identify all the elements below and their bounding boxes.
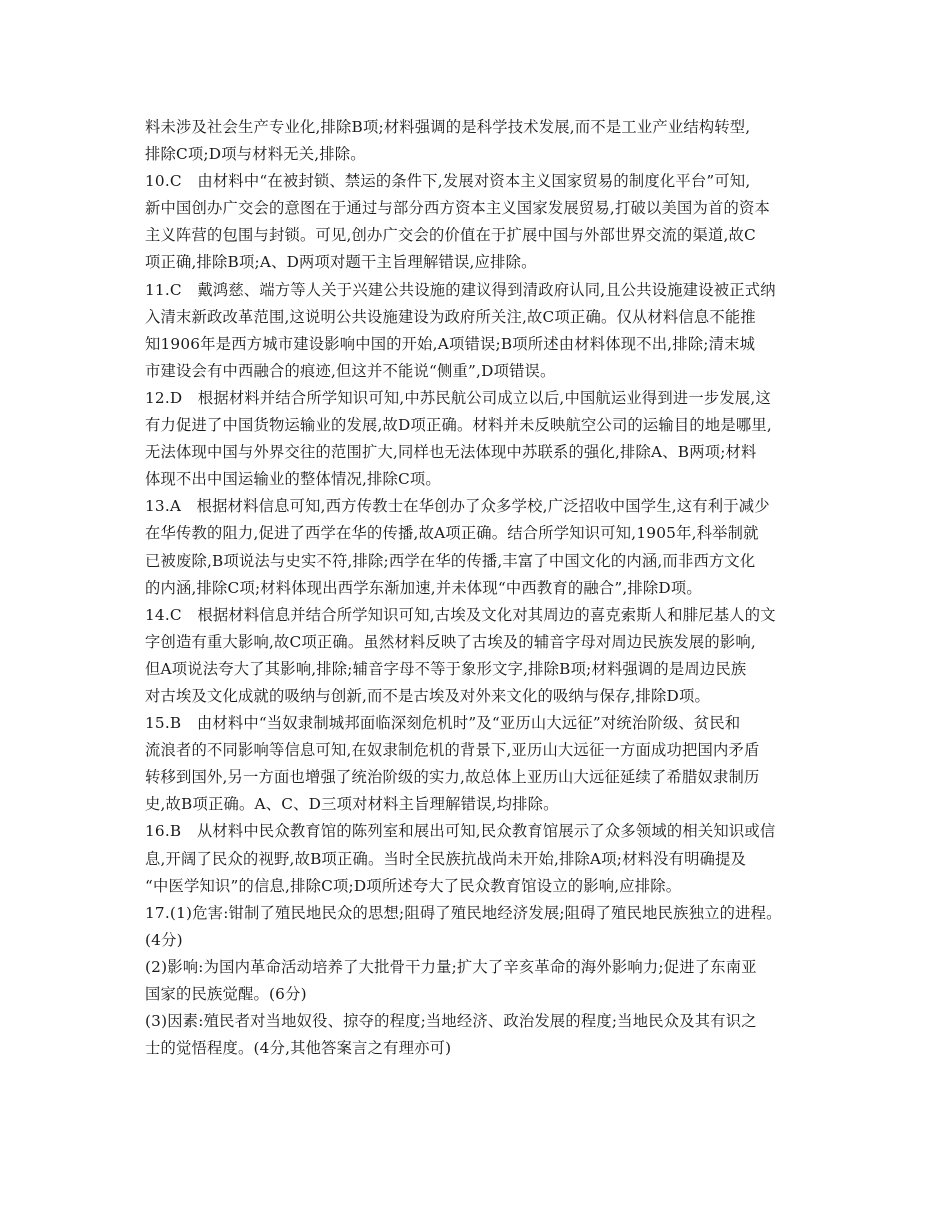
text-line: (4分)	[145, 930, 183, 949]
text-line: 息,开阔了民众的视野,故B项正确。当时全民族抗战尚未开始,排除A项;材料没有明确提及	[145, 849, 747, 868]
answer-16: 16.B 从材料中民众教育馆的陈列室和展出可知,民众教育馆展示了众多领域的相关知识或信	[145, 822, 776, 841]
text-line: 但A项说法夸大了其影响,排除;辅音字母不等于象形文字,排除B项;材料强调的是周边民族	[145, 659, 747, 678]
text-line: “中医学知识”的信息,排除C项;D项所述夸大了民众教育馆设立的影响,应排除。	[145, 876, 682, 895]
text-line: 史,故B项正确。A、C、D三项对材料主旨理解错误,均排除。	[145, 795, 559, 814]
text-line: 国家的民族觉醒。(6分)	[145, 985, 307, 1003]
answer-15: 15.B 由材料中“当奴隶制城邦面临深刻危机时”及“亚历山大远征”对统治阶级、贫民和	[145, 714, 741, 733]
text-line: 知1906年是西方城市建设影响中国的开始,A项错误;B项所述由材料体现不出,排除;清末城	[145, 334, 756, 353]
text-line: 排除C项;D项与材料无关,排除。	[145, 145, 366, 164]
text-line: 流浪者的不同影响等信息可知,在奴隶制危机的背景下,亚历山大远征一方面成功把国内矛盾	[145, 741, 760, 760]
text-line: 士的觉悟程度。(4分,其他答案言之有理亦可)	[145, 1039, 452, 1058]
text-line: (3)因素:殖民者对当地奴役、掠夺的程度;当地经济、政治发展的程度;当地民众及其有识之	[145, 1012, 757, 1031]
text-line: 在华传教的阻力,促进了西学在华的传播,故A项正确。结合所学知识可知,1905年,科举制就	[145, 524, 759, 543]
answer-key-page	[145, 114, 825, 1062]
text-line: (2)影响:为国内革命活动培养了大批骨干力量;扩大了辛亥革命的海外影响力;促进了东南亚	[145, 957, 757, 976]
text-line: 有力促进了中国货物运输业的发展,故D项正确。材料并未反映航空公司的运输目的地是哪里,	[145, 416, 772, 435]
text-line: 主义阵营的包围与封锁。可见,创办广交会的价值在于扩展中国与外部世界交流的渠道,故C	[145, 226, 756, 245]
text-line: 新中国创办广交会的意图在于通过与部分西方资本主义国家发展贸易,打破以美国为首的资本	[145, 199, 770, 218]
text-line: 对古埃及文化成就的吸纳与创新,而不是古埃及对外来文化的吸纳与保存,排除D项。	[145, 686, 710, 705]
answer-14: 14.C 根据材料信息并结合所学知识可知,古埃及文化对其周边的喜克索斯人和腓尼基人的文	[145, 605, 776, 624]
text-line: 转移到国外,另一方面也增强了统治阶级的实力,故总体上亚历山大远征延续了希腊奴隶制历	[145, 768, 760, 787]
text-line: 字创造有重大影响,故C项正确。虽然材料反映了古埃及的辅音字母对周边民族发展的影响,	[145, 632, 756, 651]
answer-17: 17.(1)危害:钳制了殖民地民众的思想;阻碍了殖民地经济发展;阻碍了殖民地民族独立的进程。	[145, 903, 782, 922]
answer-12: 12.D 根据材料并结合所学知识可知,中苏民航公司成立以后,中国航运业得到进一步发展,这	[145, 388, 771, 407]
text-line: 已被废除,B项说法与史实不符,排除;西学在华的传播,丰富了中国文化的内涵,而非西方文化	[145, 551, 756, 570]
text-line: 入清末新政改革范围,这说明公共设施建设为政府所关注,故C项正确。仅从材料信息不能推	[145, 307, 756, 326]
answer-10: 10.C 由材料中“在被封锁、禁运的条件下,发展对资本主义国家贸易的制度化平台”可知,	[145, 172, 751, 191]
text-line: 无法体现中国与外界交往的范围扩大,同样也无法体现中苏联系的强化,排除A、B两项;材料	[145, 443, 757, 462]
answer-13: 13.A 根据材料信息可知,西方传教士在华创办了众多学校,广泛招收中国学生,这有利于减少	[145, 497, 770, 516]
text-line: 项正确,排除B项;A、D两项对题干主旨理解错误,应排除。	[145, 253, 537, 272]
text-line: 料未涉及社会生产专业化,排除B项;材料强调的是科学技术发展,而不是工业产业结构转型,	[145, 118, 751, 136]
text-line: 体现不出中国运输业的整体情况,排除C项。	[145, 470, 441, 489]
text-line: 的内涵,排除C项;材料体现出西学东渐加速,并未体现“中西教育的融合”,排除D项。	[145, 578, 702, 597]
answer-11: 11.C 戴鸿慈、端方等人关于兴建公共设施的建议得到清政府认同,且公共设施建设被正式纳	[145, 280, 776, 299]
text-line: 市建设会有中西融合的痕迹,但这并不能说“侧重”,D项错误。	[145, 361, 556, 380]
